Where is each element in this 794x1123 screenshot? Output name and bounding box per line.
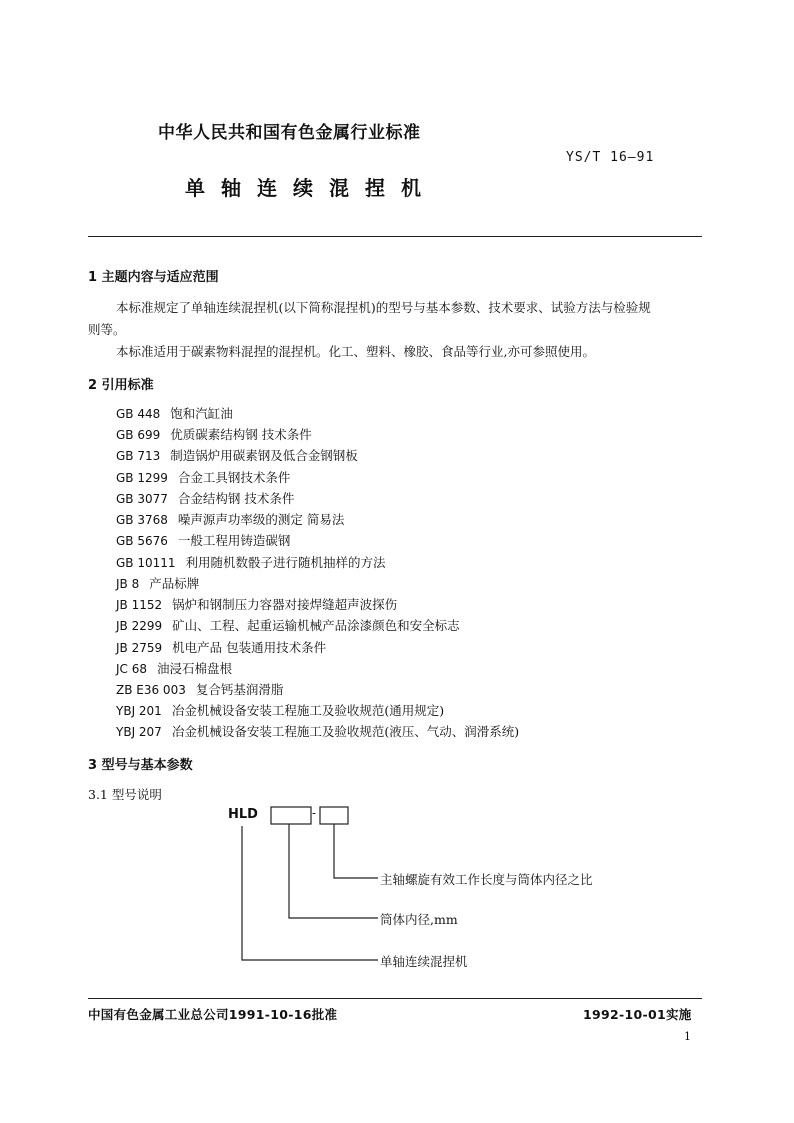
reference-title: 矿山、工程、起重运输机械产品涂漆颜色和安全标志 [172,618,460,633]
reference-code: YBJ 201 [116,704,162,718]
reference-title: 锅炉和钢制压力容器对接焊缝超声波探伤 [172,597,398,612]
issuing-standard-title: 中华人民共和国有色金属行业标准 [158,123,421,143]
reference-code: GB 10111 [116,556,176,570]
machine-leader-line [242,826,378,960]
section-3-heading: 3 型号与基本参数 [88,758,193,773]
reference-code: GB 1299 [116,471,168,485]
reference-code: GB 448 [116,407,161,421]
reference-code: YBJ 207 [116,725,162,739]
page-number: 1 [684,1030,691,1043]
reference-code: GB 699 [116,428,161,442]
model-prefix-label: HLD [228,807,258,822]
approval-date: 中国有色金属工业总公司1991-10-16批准 [88,1007,338,1022]
reference-title: 机电产品 包装通用技术条件 [172,640,327,655]
reference-title: 合金结构钢 技术条件 [177,491,295,506]
reference-code: GB 713 [116,449,161,463]
section-1-heading: 1 主题内容与适应范围 [88,270,219,285]
machine-label: 单轴连续混捏机 [380,954,468,969]
ratio-leader-line [334,824,378,878]
section-1-paragraph-1-cont: 则等。 [88,322,126,337]
ratio-label: 主轴螺旋有效工作长度与筒体内径之比 [380,872,593,887]
reference-title: 利用随机数骰子进行随机抽样的方法 [185,555,386,570]
reference-title: 产品标牌 [149,576,200,591]
reference-title: 制造锅炉用碳素钢及低合金钢钢板 [170,448,358,463]
ratio-box [320,807,348,824]
footer-divider [88,998,702,999]
reference-code: GB 5676 [116,534,168,548]
standard-code: YS/T 16—91 [566,150,655,165]
reference-code: JB 2299 [116,619,163,633]
reference-code: JB 1152 [116,598,163,612]
reference-title: 合金工具钢技术条件 [177,470,291,485]
section-2-heading: 2 引用标准 [88,378,154,393]
reference-title: 复合钙基润滑脂 [195,682,284,697]
effective-date: 1992-10-01实施 [583,1007,692,1022]
reference-code: GB 3077 [116,492,168,506]
reference-code: JB 8 [116,577,140,591]
diameter-label: 筒体内径,mm [380,912,458,927]
model-separator: - [312,806,317,820]
reference-title: 饱和汽缸油 [170,406,233,421]
section-1-paragraph-1: 本标准规定了单轴连续混捏机(以下简称混捏机)的型号与基本参数、技术要求、试验方法与检验规 [116,300,651,315]
reference-code: JC 68 [116,662,148,676]
reference-code: ZB E36 003 [116,683,186,697]
document-title: 单轴连续混捏机 [185,176,437,200]
reference-code: GB 3768 [116,513,168,527]
reference-title: 油浸石棉盘根 [157,661,233,676]
section-1-paragraph-2: 本标准适用于碳素物料混捏的混捏机。化工、塑料、橡胶、食品等行业,亦可参照使用。 [116,344,595,359]
subsection-3-1-heading: 3.1 型号说明 [88,787,162,802]
diameter-box [271,807,311,824]
reference-title: 优质碳素结构钢 技术条件 [170,427,312,442]
reference-title: 噪声源声功率级的测定 简易法 [177,512,345,527]
reference-title: 冶金机械设备安装工程施工及验收规范(液压、气动、润滑系统) [171,724,520,739]
reference-title: 一般工程用铸造碳钢 [177,533,291,548]
reference-title: 冶金机械设备安装工程施工及验收规范(通用规定) [171,703,445,718]
reference-code: JB 2759 [116,641,163,655]
